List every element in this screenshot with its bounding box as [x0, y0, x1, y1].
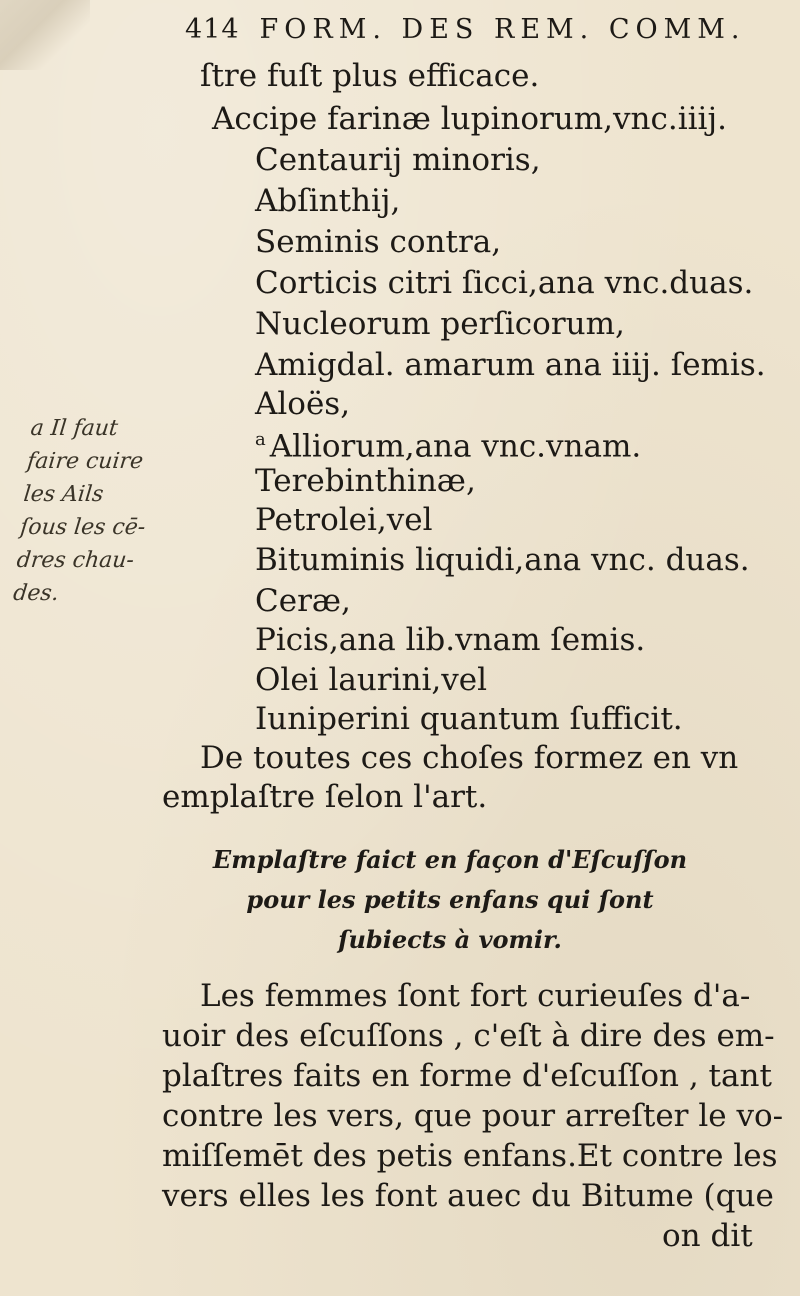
- paragraph-line: Les femmes ſont fort curieuſes d'a-: [200, 978, 751, 1014]
- page-header: [185, 14, 765, 45]
- paragraph-line: uoir des eſcuſſons , c'eſt à dire des em-: [162, 1018, 775, 1054]
- recipe-line: Picis,ana lib.vnam ſemis.: [255, 622, 646, 658]
- recipe-line: Abſinthij,: [255, 183, 401, 219]
- recipe-line: Petrolei,vel: [255, 502, 433, 538]
- paragraph-line: on dit: [662, 1218, 753, 1254]
- recipe-line: Terebinthinæ,: [255, 463, 476, 499]
- margin-note-line: a Il faut: [29, 416, 120, 441]
- recipe-line: Bituminis liquidi,ana vnc. duas.: [255, 542, 750, 578]
- margin-note-line: ſous les cē-: [18, 515, 147, 540]
- paragraph-line: vers elles les font auec du Bitume (que: [162, 1178, 774, 1214]
- recipe-line: Amigdal. amarum ana iiij. ſemis.: [255, 347, 766, 383]
- recipe-line: Ceræ,: [255, 583, 351, 619]
- paragraph-line: plaſtres faits en forme d'eſcuſſon , tant: [162, 1058, 772, 1094]
- margin-note-line: faire cuire: [25, 449, 145, 474]
- recipe-closing: De toutes ces choſes formez en vn: [200, 740, 739, 776]
- note-marker: a: [255, 429, 266, 450]
- margin-note: [12, 412, 183, 610]
- recipe-line: Olei laurini,vel: [255, 662, 488, 698]
- recipe-line: Seminis contra,: [255, 224, 502, 260]
- margin-note-line: dres chau-: [15, 548, 136, 573]
- recipe-line: Nucleorum perſicorum,: [255, 306, 625, 342]
- section-title-line: ſubiects à vomir.: [338, 925, 562, 954]
- recipe-line: Corticis citri ſicci,ana vnc.duas.: [255, 265, 754, 301]
- recipe-opening: Accipe farinæ lupinorum,vnc.iiij.: [212, 101, 727, 137]
- intro-line: ſtre fuſt plus efficace.: [200, 58, 540, 94]
- recipe-note-line: [255, 420, 641, 466]
- running-title: FORM. DES REM. COMM.: [259, 14, 746, 45]
- paragraph-line: miſſemēt des petis enfans.Et contre les: [162, 1138, 778, 1174]
- paragraph-line: contre les vers, que pour arreſter le vo-: [162, 1098, 784, 1134]
- recipe-line: Aloës,: [255, 386, 351, 422]
- section-title-line: pour les petits enfans qui ſont: [246, 885, 654, 914]
- section-title-line: Emplaſtre faict en façon d'Eſcuſſon: [212, 845, 688, 874]
- recipe-closing: emplaſtre ſelon l'art.: [162, 779, 488, 815]
- note-line-text: Alliorum,ana vnc.vnam.: [269, 428, 642, 465]
- margin-note-line: des.: [12, 581, 61, 606]
- page-corner-stain: [0, 0, 90, 70]
- recipe-line: Iuniperini quantum ſufficit.: [255, 701, 683, 737]
- margin-note-line: les Ails: [22, 482, 105, 507]
- recipe-line: Centaurij minoris,: [255, 142, 541, 178]
- page-number: 414: [185, 14, 240, 45]
